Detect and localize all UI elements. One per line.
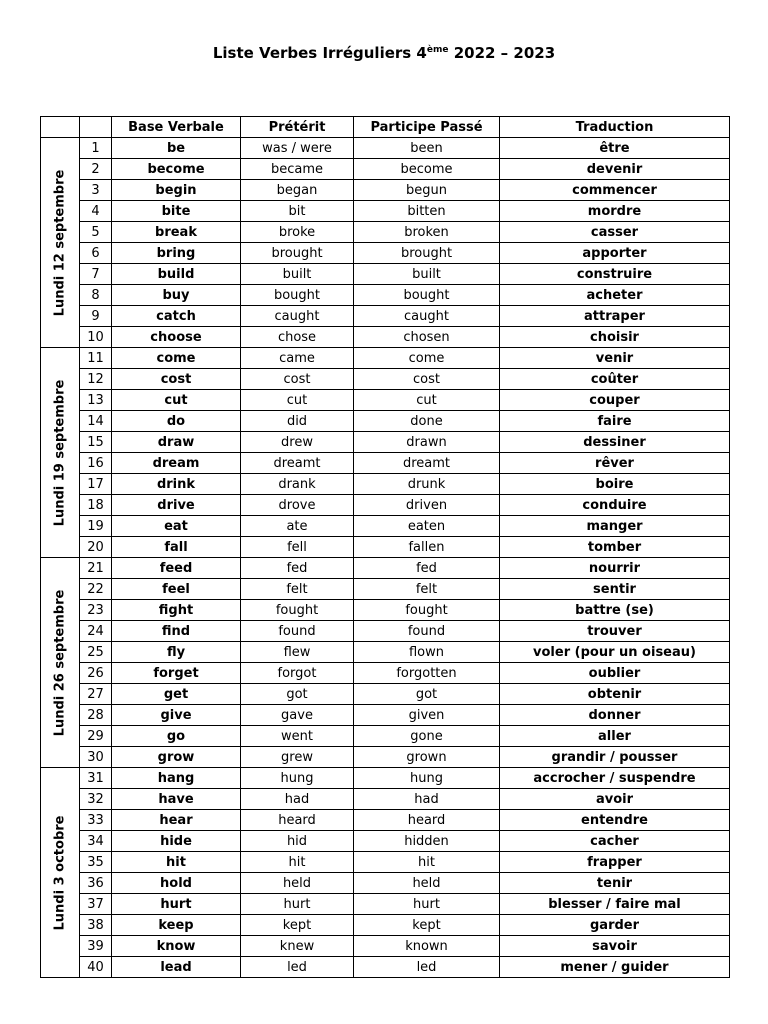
verb-number: 31 xyxy=(80,768,112,789)
verb-traduction: entendre xyxy=(500,810,730,831)
verb-base: have xyxy=(112,789,241,810)
verb-participe: drawn xyxy=(354,432,500,453)
week-label: Lundi 19 septembre xyxy=(52,379,68,526)
verb-base: feel xyxy=(112,579,241,600)
verb-number: 34 xyxy=(80,831,112,852)
verb-base: come xyxy=(112,348,241,369)
verb-number: 36 xyxy=(80,873,112,894)
verb-preterit: drew xyxy=(241,432,354,453)
table-row xyxy=(41,285,730,306)
table-row xyxy=(41,243,730,264)
verb-base: keep xyxy=(112,915,241,936)
verb-traduction: aller xyxy=(500,726,730,747)
verb-traduction: construire xyxy=(500,264,730,285)
verb-participe: grown xyxy=(354,747,500,768)
verb-preterit: dreamt xyxy=(241,453,354,474)
verb-preterit: hung xyxy=(241,768,354,789)
verb-participe: eaten xyxy=(354,516,500,537)
verb-base: hit xyxy=(112,852,241,873)
verb-traduction: coûter xyxy=(500,369,730,390)
verb-number: 38 xyxy=(80,915,112,936)
verb-preterit: chose xyxy=(241,327,354,348)
verb-preterit: held xyxy=(241,873,354,894)
table-row xyxy=(41,516,730,537)
verb-traduction: accrocher / suspendre xyxy=(500,768,730,789)
verb-participe: led xyxy=(354,957,500,978)
table-row xyxy=(41,642,730,663)
verb-participe: kept xyxy=(354,915,500,936)
verb-traduction: acheter xyxy=(500,285,730,306)
verb-base: do xyxy=(112,411,241,432)
verb-preterit: bought xyxy=(241,285,354,306)
table-row xyxy=(41,495,730,516)
table-row xyxy=(41,768,730,789)
table-row xyxy=(41,306,730,327)
verb-traduction: battre (se) xyxy=(500,600,730,621)
verb-number: 7 xyxy=(80,264,112,285)
verb-number: 40 xyxy=(80,957,112,978)
verb-preterit: hid xyxy=(241,831,354,852)
verb-participe: had xyxy=(354,789,500,810)
verb-preterit: flew xyxy=(241,642,354,663)
verb-traduction: nourrir xyxy=(500,558,730,579)
verb-preterit: got xyxy=(241,684,354,705)
verbs-table xyxy=(40,116,730,978)
verb-participe: built xyxy=(354,264,500,285)
table-row xyxy=(41,726,730,747)
week-cell xyxy=(41,558,80,768)
verb-number: 14 xyxy=(80,411,112,432)
table-row xyxy=(41,327,730,348)
verb-preterit: cut xyxy=(241,390,354,411)
verb-number: 35 xyxy=(80,852,112,873)
verb-preterit: had xyxy=(241,789,354,810)
verb-base: drive xyxy=(112,495,241,516)
verb-participe: fed xyxy=(354,558,500,579)
verb-traduction: frapper xyxy=(500,852,730,873)
verb-base: break xyxy=(112,222,241,243)
verb-number: 6 xyxy=(80,243,112,264)
table-row xyxy=(41,600,730,621)
verb-participe: bought xyxy=(354,285,500,306)
verb-preterit: brought xyxy=(241,243,354,264)
table-row xyxy=(41,369,730,390)
table-row xyxy=(41,852,730,873)
table-row xyxy=(41,957,730,978)
verb-preterit: drank xyxy=(241,474,354,495)
verb-traduction: grandir / pousser xyxy=(500,747,730,768)
week-cell xyxy=(41,348,80,558)
table-row xyxy=(41,684,730,705)
verb-number: 11 xyxy=(80,348,112,369)
verb-participe: dreamt xyxy=(354,453,500,474)
table-row xyxy=(41,558,730,579)
table-row xyxy=(41,915,730,936)
verb-traduction: commencer xyxy=(500,180,730,201)
verb-traduction: choisir xyxy=(500,327,730,348)
verb-number: 32 xyxy=(80,789,112,810)
verb-traduction: blesser / faire mal xyxy=(500,894,730,915)
verb-preterit: felt xyxy=(241,579,354,600)
verb-participe: flown xyxy=(354,642,500,663)
verb-participe: held xyxy=(354,873,500,894)
verb-preterit: forgot xyxy=(241,663,354,684)
verb-participe: forgotten xyxy=(354,663,500,684)
verb-participe: chosen xyxy=(354,327,500,348)
verb-base: draw xyxy=(112,432,241,453)
verb-number: 3 xyxy=(80,180,112,201)
verb-base: catch xyxy=(112,306,241,327)
verb-base: find xyxy=(112,621,241,642)
verb-number: 10 xyxy=(80,327,112,348)
table-row xyxy=(41,180,730,201)
verb-traduction: casser xyxy=(500,222,730,243)
table-row xyxy=(41,747,730,768)
verb-base: forget xyxy=(112,663,241,684)
verb-participe: hidden xyxy=(354,831,500,852)
verb-base: hide xyxy=(112,831,241,852)
verb-participe: caught xyxy=(354,306,500,327)
title-sup: ème xyxy=(426,45,449,55)
verb-base: go xyxy=(112,726,241,747)
verb-traduction: dessiner xyxy=(500,432,730,453)
verb-number: 21 xyxy=(80,558,112,579)
verb-preterit: built xyxy=(241,264,354,285)
verb-number: 22 xyxy=(80,579,112,600)
verb-participe: come xyxy=(354,348,500,369)
verb-number: 20 xyxy=(80,537,112,558)
verb-participe: hurt xyxy=(354,894,500,915)
header-participe-passe: Participe Passé xyxy=(354,117,500,138)
verb-preterit: found xyxy=(241,621,354,642)
verb-traduction: être xyxy=(500,138,730,159)
verb-traduction: garder xyxy=(500,915,730,936)
week-label: Lundi 26 septembre xyxy=(52,589,68,736)
table-row xyxy=(41,222,730,243)
verb-base: lead xyxy=(112,957,241,978)
verb-preterit: fell xyxy=(241,537,354,558)
verb-base: drink xyxy=(112,474,241,495)
verb-participe: been xyxy=(354,138,500,159)
verb-preterit: fed xyxy=(241,558,354,579)
verb-participe: drunk xyxy=(354,474,500,495)
verb-traduction: donner xyxy=(500,705,730,726)
verb-traduction: apporter xyxy=(500,243,730,264)
verb-number: 26 xyxy=(80,663,112,684)
verb-base: hang xyxy=(112,768,241,789)
verb-number: 17 xyxy=(80,474,112,495)
verb-number: 37 xyxy=(80,894,112,915)
verb-traduction: tomber xyxy=(500,537,730,558)
verb-participe: driven xyxy=(354,495,500,516)
verb-number: 9 xyxy=(80,306,112,327)
verb-number: 15 xyxy=(80,432,112,453)
verb-traduction: cacher xyxy=(500,831,730,852)
table-row xyxy=(41,894,730,915)
page-title xyxy=(0,44,768,62)
header-traduction: Traduction xyxy=(500,117,730,138)
verb-base: cost xyxy=(112,369,241,390)
table-row xyxy=(41,201,730,222)
verb-participe: heard xyxy=(354,810,500,831)
table-row xyxy=(41,621,730,642)
table-row xyxy=(41,390,730,411)
verb-base: bring xyxy=(112,243,241,264)
verb-traduction: boire xyxy=(500,474,730,495)
verb-base: give xyxy=(112,705,241,726)
verb-preterit: ate xyxy=(241,516,354,537)
verb-base: hurt xyxy=(112,894,241,915)
table-row xyxy=(41,663,730,684)
verb-preterit: bit xyxy=(241,201,354,222)
verb-base: begin xyxy=(112,180,241,201)
verb-participe: hit xyxy=(354,852,500,873)
verb-traduction: mener / guider xyxy=(500,957,730,978)
verb-base: choose xyxy=(112,327,241,348)
verb-participe: broken xyxy=(354,222,500,243)
verb-number: 29 xyxy=(80,726,112,747)
verb-number: 30 xyxy=(80,747,112,768)
verb-participe: got xyxy=(354,684,500,705)
header-number xyxy=(80,117,112,138)
verb-traduction: rêver xyxy=(500,453,730,474)
verb-number: 4 xyxy=(80,201,112,222)
week-cell xyxy=(41,138,80,348)
week-label: Lundi 3 octobre xyxy=(52,815,68,930)
verb-base: fight xyxy=(112,600,241,621)
verb-participe: felt xyxy=(354,579,500,600)
verb-number: 18 xyxy=(80,495,112,516)
title-text: Liste Verbes Irréguliers 4 xyxy=(212,44,427,62)
verb-participe: begun xyxy=(354,180,500,201)
header-base-verbale: Base Verbale xyxy=(112,117,241,138)
verb-number: 23 xyxy=(80,600,112,621)
verb-base: fall xyxy=(112,537,241,558)
verb-base: build xyxy=(112,264,241,285)
verb-participe: done xyxy=(354,411,500,432)
verb-base: hold xyxy=(112,873,241,894)
verb-number: 28 xyxy=(80,705,112,726)
verb-number: 27 xyxy=(80,684,112,705)
verb-preterit: caught xyxy=(241,306,354,327)
verb-participe: bitten xyxy=(354,201,500,222)
verb-participe: gone xyxy=(354,726,500,747)
header-week xyxy=(41,117,80,138)
verb-base: bite xyxy=(112,201,241,222)
verb-number: 2 xyxy=(80,159,112,180)
verb-traduction: trouver xyxy=(500,621,730,642)
table-row xyxy=(41,453,730,474)
verb-preterit: fought xyxy=(241,600,354,621)
verb-traduction: couper xyxy=(500,390,730,411)
verb-preterit: began xyxy=(241,180,354,201)
verb-base: feed xyxy=(112,558,241,579)
verb-participe: fallen xyxy=(354,537,500,558)
verb-traduction: voler (pour un oiseau) xyxy=(500,642,730,663)
verb-preterit: came xyxy=(241,348,354,369)
verb-preterit: broke xyxy=(241,222,354,243)
verb-preterit: cost xyxy=(241,369,354,390)
verb-participe: cut xyxy=(354,390,500,411)
table-row xyxy=(41,831,730,852)
verb-traduction: obtenir xyxy=(500,684,730,705)
verb-preterit: hit xyxy=(241,852,354,873)
verb-preterit: led xyxy=(241,957,354,978)
verb-base: be xyxy=(112,138,241,159)
verb-number: 1 xyxy=(80,138,112,159)
verb-traduction: avoir xyxy=(500,789,730,810)
verb-base: become xyxy=(112,159,241,180)
verb-participe: cost xyxy=(354,369,500,390)
verb-number: 25 xyxy=(80,642,112,663)
verb-participe: given xyxy=(354,705,500,726)
table-row xyxy=(41,537,730,558)
verb-base: grow xyxy=(112,747,241,768)
verb-number: 24 xyxy=(80,621,112,642)
verb-traduction: sentir xyxy=(500,579,730,600)
header-preterit: Prétérit xyxy=(241,117,354,138)
table-row xyxy=(41,432,730,453)
verb-traduction: tenir xyxy=(500,873,730,894)
table-row xyxy=(41,705,730,726)
header-row xyxy=(41,117,730,138)
verb-number: 5 xyxy=(80,222,112,243)
verb-base: dream xyxy=(112,453,241,474)
table-row xyxy=(41,159,730,180)
verb-number: 13 xyxy=(80,390,112,411)
verb-preterit: went xyxy=(241,726,354,747)
verb-preterit: heard xyxy=(241,810,354,831)
table-row xyxy=(41,810,730,831)
verb-number: 33 xyxy=(80,810,112,831)
verb-traduction: manger xyxy=(500,516,730,537)
verb-traduction: faire xyxy=(500,411,730,432)
verb-preterit: kept xyxy=(241,915,354,936)
verb-number: 39 xyxy=(80,936,112,957)
verb-participe: found xyxy=(354,621,500,642)
verb-number: 12 xyxy=(80,369,112,390)
verb-traduction: devenir xyxy=(500,159,730,180)
verb-number: 8 xyxy=(80,285,112,306)
verb-participe: fought xyxy=(354,600,500,621)
verb-preterit: knew xyxy=(241,936,354,957)
table-row xyxy=(41,474,730,495)
table-row xyxy=(41,873,730,894)
table-row xyxy=(41,348,730,369)
verb-base: buy xyxy=(112,285,241,306)
verb-preterit: grew xyxy=(241,747,354,768)
verb-preterit: became xyxy=(241,159,354,180)
table-row xyxy=(41,411,730,432)
verb-preterit: gave xyxy=(241,705,354,726)
table-row xyxy=(41,936,730,957)
verb-base: hear xyxy=(112,810,241,831)
verb-base: know xyxy=(112,936,241,957)
verb-preterit: was / were xyxy=(241,138,354,159)
verb-traduction: venir xyxy=(500,348,730,369)
week-label: Lundi 12 septembre xyxy=(52,169,68,316)
verb-traduction: mordre xyxy=(500,201,730,222)
verb-participe: known xyxy=(354,936,500,957)
verb-number: 16 xyxy=(80,453,112,474)
verb-base: get xyxy=(112,684,241,705)
verb-participe: hung xyxy=(354,768,500,789)
table-row xyxy=(41,264,730,285)
verb-preterit: hurt xyxy=(241,894,354,915)
verb-number: 19 xyxy=(80,516,112,537)
week-cell xyxy=(41,768,80,978)
table-row xyxy=(41,789,730,810)
table-row xyxy=(41,579,730,600)
verbs-body xyxy=(41,138,730,978)
verb-base: eat xyxy=(112,516,241,537)
title-years: 2022 – 2023 xyxy=(448,44,556,62)
verb-participe: brought xyxy=(354,243,500,264)
verb-preterit: drove xyxy=(241,495,354,516)
verb-traduction: oublier xyxy=(500,663,730,684)
verb-base: cut xyxy=(112,390,241,411)
verb-traduction: conduire xyxy=(500,495,730,516)
verb-traduction: attraper xyxy=(500,306,730,327)
verb-participe: become xyxy=(354,159,500,180)
verb-base: fly xyxy=(112,642,241,663)
verb-traduction: savoir xyxy=(500,936,730,957)
table-row xyxy=(41,138,730,159)
verb-preterit: did xyxy=(241,411,354,432)
